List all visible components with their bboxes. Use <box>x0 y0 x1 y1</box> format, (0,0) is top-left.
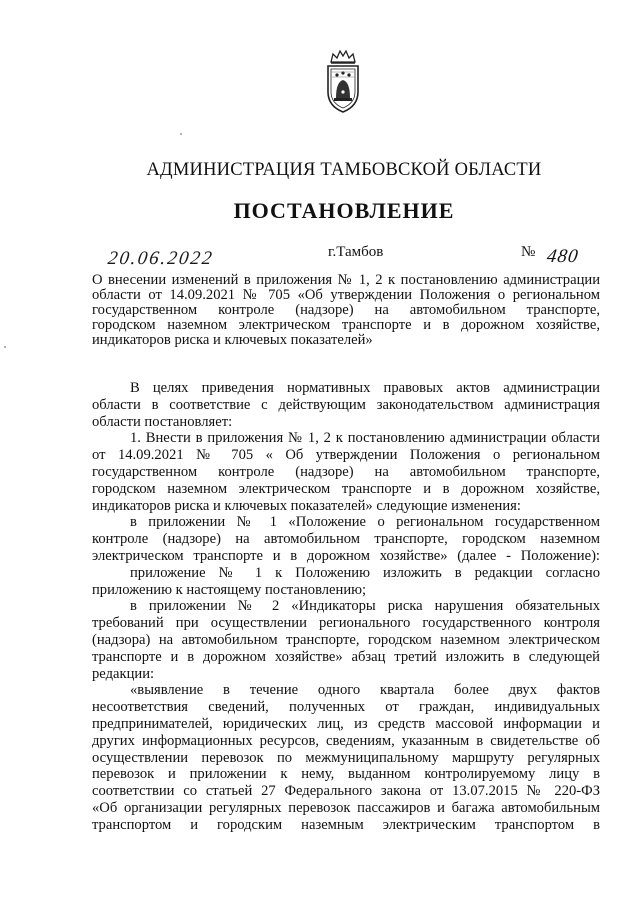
subject-line: городском наземном электрическом транспорте и в дорожном хозяйстве, <box>92 317 600 333</box>
body-line: в приложении № 1 «Положение о региональном государственном <box>130 514 600 531</box>
body-line: государственном контроле (надзоре) на автомобильном транспорте, <box>92 463 600 480</box>
body-line: приложению к настоящему постановлению; <box>92 581 367 598</box>
document-body <box>92 380 600 834</box>
body-line: требований при осуществлении регионального государственного контроля <box>92 615 600 632</box>
document-number: 480 <box>545 246 581 267</box>
scan-speck <box>180 133 182 135</box>
body-line: электрическом транспорте и в дорожном хозяйстве» (далее - Положение): <box>92 547 600 564</box>
body-line: от 14.09.2021 № 705 « Об утверждении Положения о региональном <box>92 447 600 464</box>
body-line: 1. Внести в приложения № 1, 2 к постановлению администрации области <box>130 430 600 447</box>
body-line: индикаторов риска и ключевых показателей» следующие изменения: <box>92 497 521 514</box>
scan-speck <box>4 346 6 348</box>
body-line: транспортом и городским наземным электрическим транспортом в <box>92 816 600 833</box>
subject-line: государственном контроле (надзоре) на автомобильном транспорте, <box>92 302 600 318</box>
body-line: контроле (надзоре) на автомобильном транспорте, городском наземном <box>92 531 600 548</box>
subject-line: О внесении изменений в приложения № 1, 2 к постановлению администрации <box>92 272 600 288</box>
body-line: в приложении № 2 «Индикаторы риска нарушения обязательных <box>130 598 600 615</box>
document-date: 20.06.2022 <box>106 248 216 269</box>
body-line: области в соответствие с действующим законодательством администрация <box>92 396 600 413</box>
body-line: В целях приведения нормативных правовых актов администрации <box>130 380 600 396</box>
body-line: других информационных ресурсов, сведениям, указанным в свидетельстве об <box>92 732 600 749</box>
body-line: несоответствия сведений, полученных от граждан, индивидуальных <box>92 699 600 716</box>
body-line: «Об организации регулярных перевозок пассажиров и багажа автомобильным <box>92 799 600 816</box>
document-subject <box>92 273 600 348</box>
body-line: соответствии со статьей 27 Федерального закона от 13.07.2015 № 220-ФЗ <box>92 783 600 800</box>
body-line: перевозок и приложении к нему, выданном контролируемому лицу в <box>92 766 600 783</box>
subject-line: области от 14.09.2021 № 705 «Об утверждении Положения о региональном <box>92 287 600 303</box>
body-line: городском наземном электрическом транспорте и в дорожном хозяйстве, <box>92 480 600 497</box>
body-line: предпринимателей, юридических лиц, из средств массовой информации и <box>92 715 600 732</box>
document-number-label: № <box>521 244 536 260</box>
body-line: транспорте и в дорожном хозяйстве» абзац третий изложить в следующей <box>92 648 600 665</box>
body-line: осуществлении перевозок по межмуниципальному маршруту регулярных <box>92 749 600 766</box>
body-line: (надзора) на автомобильном транспорте, городском наземном электрическом <box>92 631 600 648</box>
organization-name: АДМИНИСТРАЦИЯ ТАМБОВСКОЙ ОБЛАСТИ <box>146 160 542 180</box>
body-line: приложение № 1 к Положению изложить в редакции согласно <box>130 564 600 581</box>
subject-line: индикаторов риска и ключевых показателей» <box>92 332 373 348</box>
document-city: г.Тамбов <box>328 244 384 260</box>
body-line: «выявление в течение одного квартала более двух фактов <box>130 682 600 699</box>
coat-of-arms-icon <box>323 48 363 116</box>
body-line: редакции: <box>92 665 155 682</box>
document-type: ПОСТАНОВЛЕНИЕ <box>233 198 455 223</box>
body-line: области постановляет: <box>92 413 233 430</box>
